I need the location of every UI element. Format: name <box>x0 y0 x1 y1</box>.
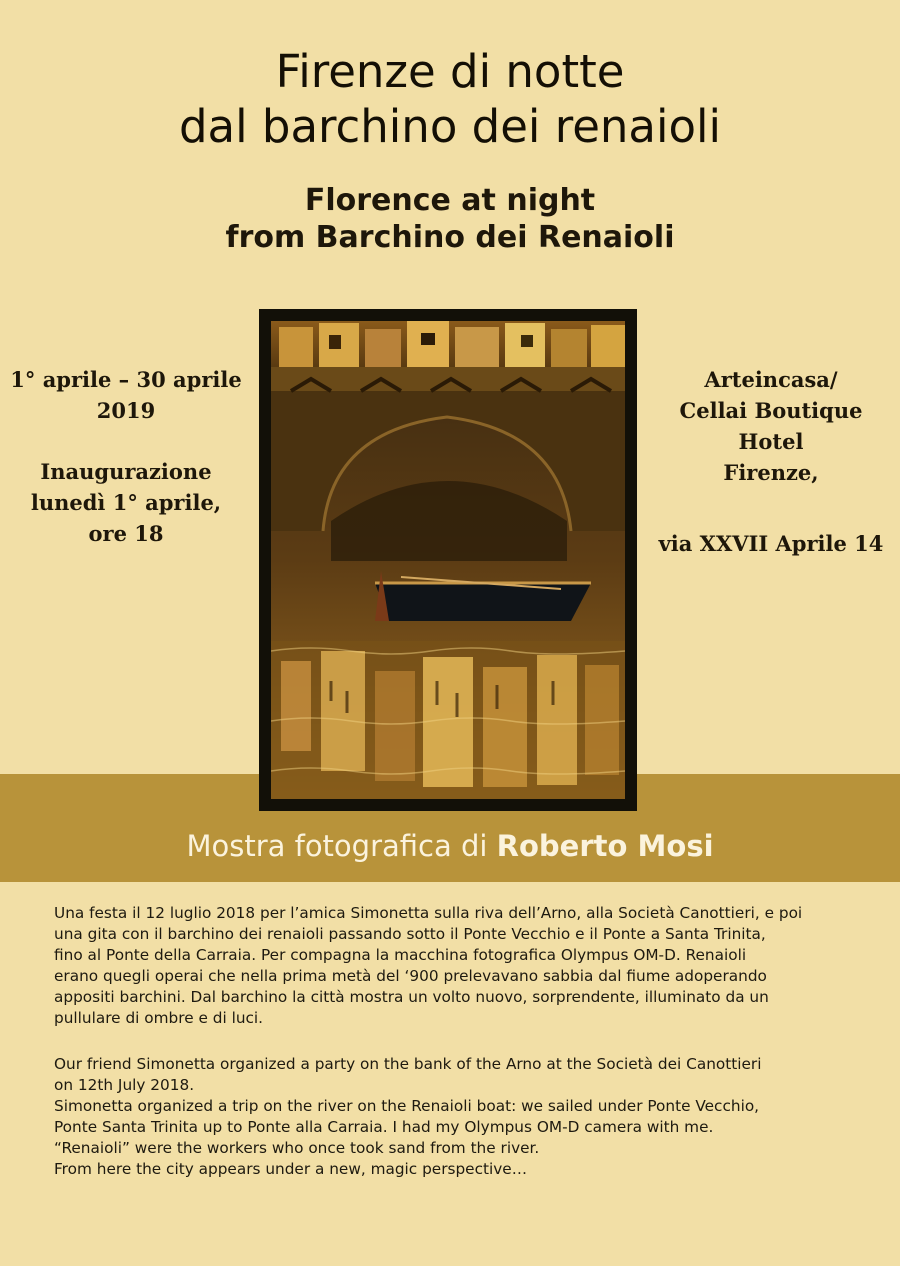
venue-line-2: Cellai Boutique <box>679 398 863 423</box>
author-name: Roberto Mosi <box>496 829 714 863</box>
title-italian-line-1: Firenze di notte <box>275 45 625 98</box>
text-line: una gita con il barchino dei renaioli passando sotto il Ponte Vecchio e il Ponte a Santa Trinita, <box>54 925 766 943</box>
photo-frame <box>259 309 637 811</box>
venue-line-3: Hotel <box>738 429 804 454</box>
text-line: on 12th July 2018. <box>54 1076 195 1094</box>
description <box>54 903 854 1180</box>
venue-line-1: Arteincasa/ <box>704 367 838 392</box>
venue-line-4: Firenze, <box>723 460 819 485</box>
text-line: Simonetta organized a trip on the river on the Renaioli boat: we sailed under Ponte Vecchio, <box>54 1097 760 1115</box>
opening-line-1: Inaugurazione <box>40 459 212 484</box>
date-range-line-2: 2019 <box>96 398 156 423</box>
title-english-line-1: Florence at night <box>304 183 596 218</box>
title-english-line-2: from Barchino dei Renaioli <box>225 220 675 255</box>
text-line: appositi barchini. Dal barchino la città mostra un volto nuovo, sorprendente, illuminato da un <box>54 988 769 1006</box>
text-line: fino al Ponte della Carraia. Per compagna la macchina fotografica Olympus OM-D. Renaioli <box>54 946 747 964</box>
text-line: “Renaioli” were the workers who once took sand from the river. <box>54 1139 540 1157</box>
title-italian-line-2: dal barchino dei renaioli <box>178 100 722 153</box>
description-italian <box>54 903 854 1029</box>
text-line: erano quegli operai che nella prima metà del ‘900 prelevavano sabbia dal fiume adoperando <box>54 967 767 985</box>
opening-line-2: lunedì 1° aprile, <box>30 490 222 515</box>
text-line: Ponte Santa Trinita up to Ponte alla Carraia. I had my Olympus OM-D camera with me. <box>54 1118 714 1136</box>
text-line: Our friend Simonetta organized a party on the bank of the Arno at the Società dei Canottieri <box>54 1055 762 1073</box>
description-english <box>54 1054 854 1180</box>
caption-prefix: Mostra fotografica di <box>186 829 497 863</box>
title-italian <box>0 44 900 154</box>
title-english <box>0 182 900 256</box>
exhibition-caption <box>0 826 900 866</box>
exhibition-photo <box>271 321 625 799</box>
photo-illustration <box>271 321 625 799</box>
venue-info <box>640 364 900 559</box>
text-line: pullulare di ombre e di luci. <box>54 1009 264 1027</box>
text-line: Una festa il 12 luglio 2018 per l’amica Simonetta sulla riva dell’Arno, alla Società Canottieri, e poi <box>54 904 803 922</box>
opening-line-3: ore 18 <box>88 521 164 546</box>
exhibition-dates <box>0 364 252 549</box>
date-range-line-1: 1° aprile – 30 aprile <box>10 367 242 392</box>
venue-address: via XXVII Aprile 14 <box>658 531 884 556</box>
text-line: From here the city appears under a new, magic perspective… <box>54 1160 528 1178</box>
